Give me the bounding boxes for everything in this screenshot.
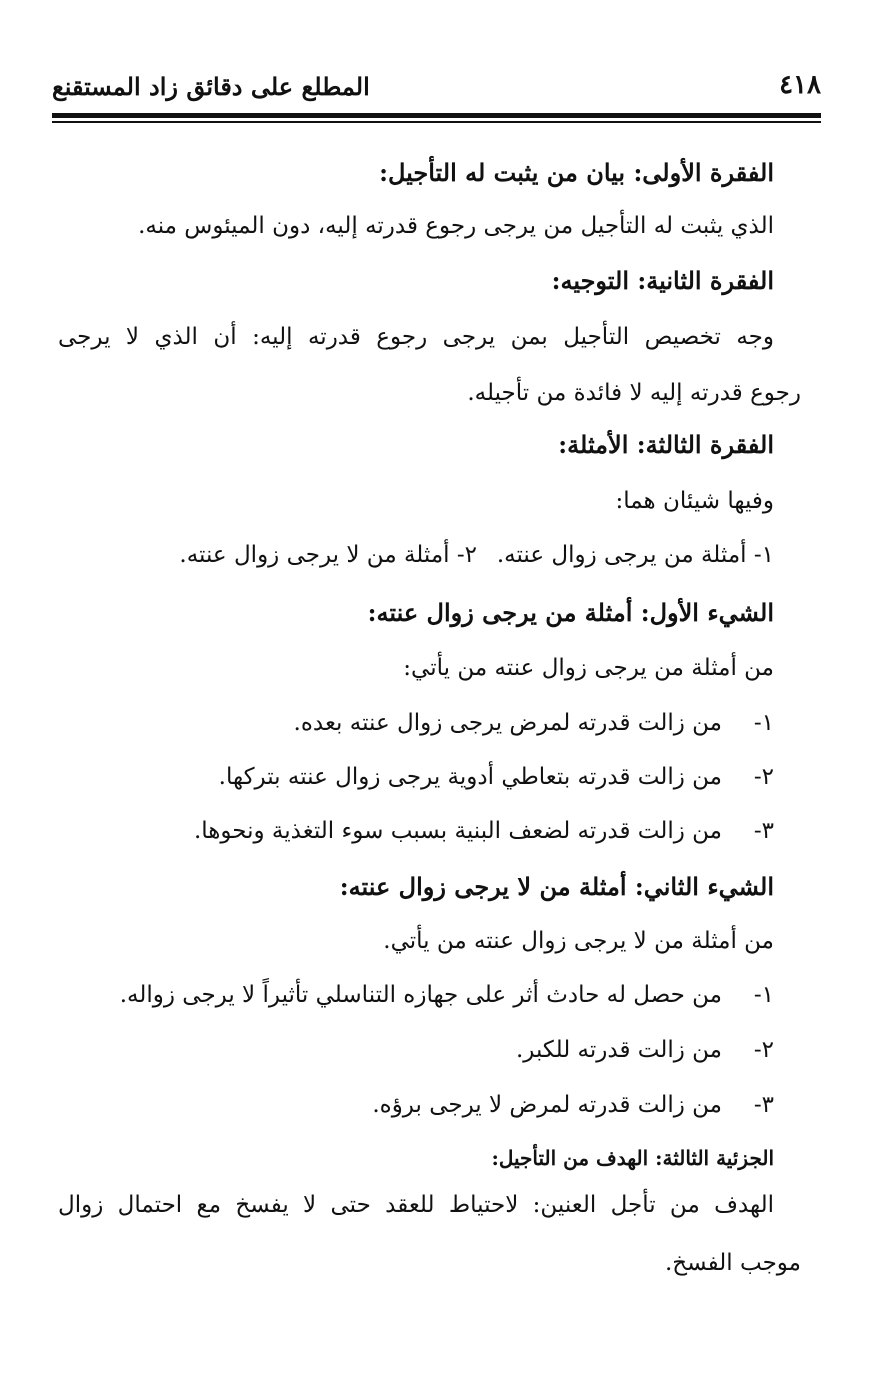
list-text: من زالت قدرته للكبر. [515,1037,722,1063]
paragraph-line: موجب الفسخ. [664,1250,801,1276]
list-number: ٣- [753,818,774,844]
list-number: ١- [753,710,774,736]
list-item [219,764,774,790]
paragraph-line: الهدف من تأجل العنين: لاحتياط للعقد حتى لا يفسخ مع احتمال زوال [58,1192,774,1218]
list-number: ٣- [753,1092,774,1118]
paragraph: وفيها شيئان هما: [615,488,774,514]
header-rule-thin [52,121,821,123]
paragraph-line: رجوع قدرته إليه لا فائدة من تأجيله. [467,380,801,406]
list-item [120,982,774,1008]
list-item: ١- أمثلة من يرجى زوال عنته. [496,542,774,568]
paragraph-line: وجه تخصيص التأجيل بمن يرجى رجوع قدرته إليه: أن الذي لا يرجى [58,324,774,350]
paragraph: من أمثلة من لا يرجى زوال عنته من يأتي. [383,928,774,954]
list-number: ٢- [753,1037,774,1063]
list-text: من زالت قدرته لمرض لا يرجى برؤه. [372,1092,722,1118]
subsection-heading: الجزئية الثالثة: الهدف من التأجيل: [491,1146,774,1170]
list-item [516,1037,774,1063]
paragraph: من أمثلة من يرجى زوال عنته من يأتي: [403,655,774,681]
list-item: ٢- أمثلة من لا يرجى زوال عنته. [179,542,477,568]
section-heading: الفقرة الثالثة: الأمثلة: [558,430,774,459]
list-item [372,1092,774,1118]
list-number: ٢- [753,764,774,790]
list-text: من زالت قدرته لضعف البنية بسبب سوء التغذية ونحوها. [193,818,722,844]
page-number: ٤١٨ [779,70,821,100]
section-heading: الفقرة الأولى: بيان من يثبت له التأجيل: [379,158,774,187]
list-text: من حصل له حادث أثر على جهازه التناسلي تأثيراً لا يرجى زواله. [119,982,722,1008]
running-title: المطلع على دقائق زاد المستقنع [52,72,370,101]
page-header [52,70,821,104]
section-heading: الشيء الأول: أمثلة من يرجى زوال عنته: [367,598,774,627]
section-heading: الفقرة الثانية: التوجيه: [551,266,774,295]
list-text: من زالت قدرته لمرض يرجى زوال عنته بعده. [293,710,722,736]
list-number: ١- [753,982,774,1008]
header-rule-thick [52,113,821,118]
list-item [294,710,774,736]
list-item [194,818,774,844]
list-text: من زالت قدرته بتعاطي أدوية يرجى زوال عنته بتركها. [218,764,722,790]
paragraph: الذي يثبت له التأجيل من يرجى رجوع قدرته إليه، دون الميئوس منه. [138,213,774,239]
section-heading: الشيء الثاني: أمثلة من لا يرجى زوال عنته: [339,872,774,901]
